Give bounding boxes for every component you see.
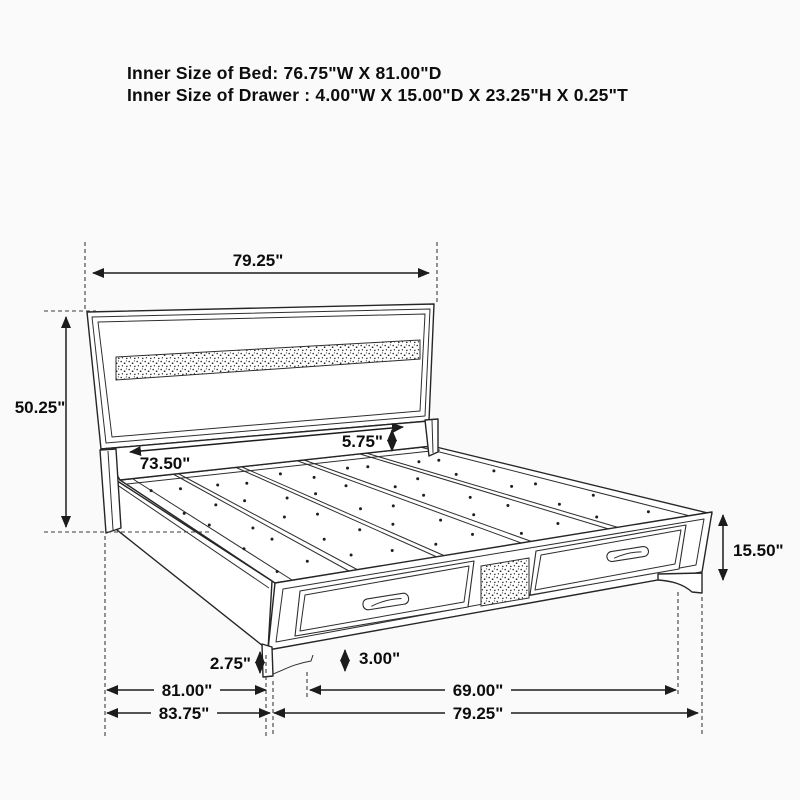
dim-rail-height-label: 5.75" bbox=[341, 432, 383, 451]
dim-headboard-height-label: 50.25" bbox=[14, 398, 66, 417]
dim-headboard-width bbox=[93, 251, 429, 273]
dim-overall-depth bbox=[107, 703, 270, 723]
sparkle-center-panel bbox=[481, 558, 529, 606]
dim-foot-height bbox=[345, 649, 400, 671]
dim-base-trim-height bbox=[210, 652, 260, 673]
dim-footboard-height bbox=[723, 515, 784, 580]
dim-base-trim-height-label: 2.75" bbox=[209, 654, 251, 673]
dim-overall-width bbox=[274, 703, 698, 723]
dim-drawer-front-width bbox=[310, 680, 676, 700]
dim-headboard-width-label: 79.25" bbox=[232, 251, 284, 270]
bed-inner-size-text: Inner Size of Bed: 76.75"W X 81.00"D bbox=[127, 63, 442, 83]
dim-inner-depth-label: 81.00" bbox=[161, 681, 213, 700]
dim-foot-height-label: 3.00" bbox=[359, 649, 401, 668]
bracket-foot-right bbox=[658, 573, 702, 593]
dim-footboard-height-label: 15.50" bbox=[733, 541, 784, 560]
dim-inner-depth bbox=[107, 680, 266, 700]
dim-overall-width-label: 79.25" bbox=[452, 704, 504, 723]
dim-drawer-front-width-label: 69.00" bbox=[452, 681, 504, 700]
drawer-inner-size-text: Inner Size of Drawer : 4.00"W X 15.00"D X 23.25"H X 0.25"T bbox=[127, 85, 628, 105]
dim-overall-depth-label: 83.75" bbox=[158, 704, 210, 723]
bracket-foot-left bbox=[262, 644, 313, 677]
dim-headboard-height bbox=[15, 317, 66, 527]
dim-slat-width-label: 73.50" bbox=[139, 454, 191, 473]
